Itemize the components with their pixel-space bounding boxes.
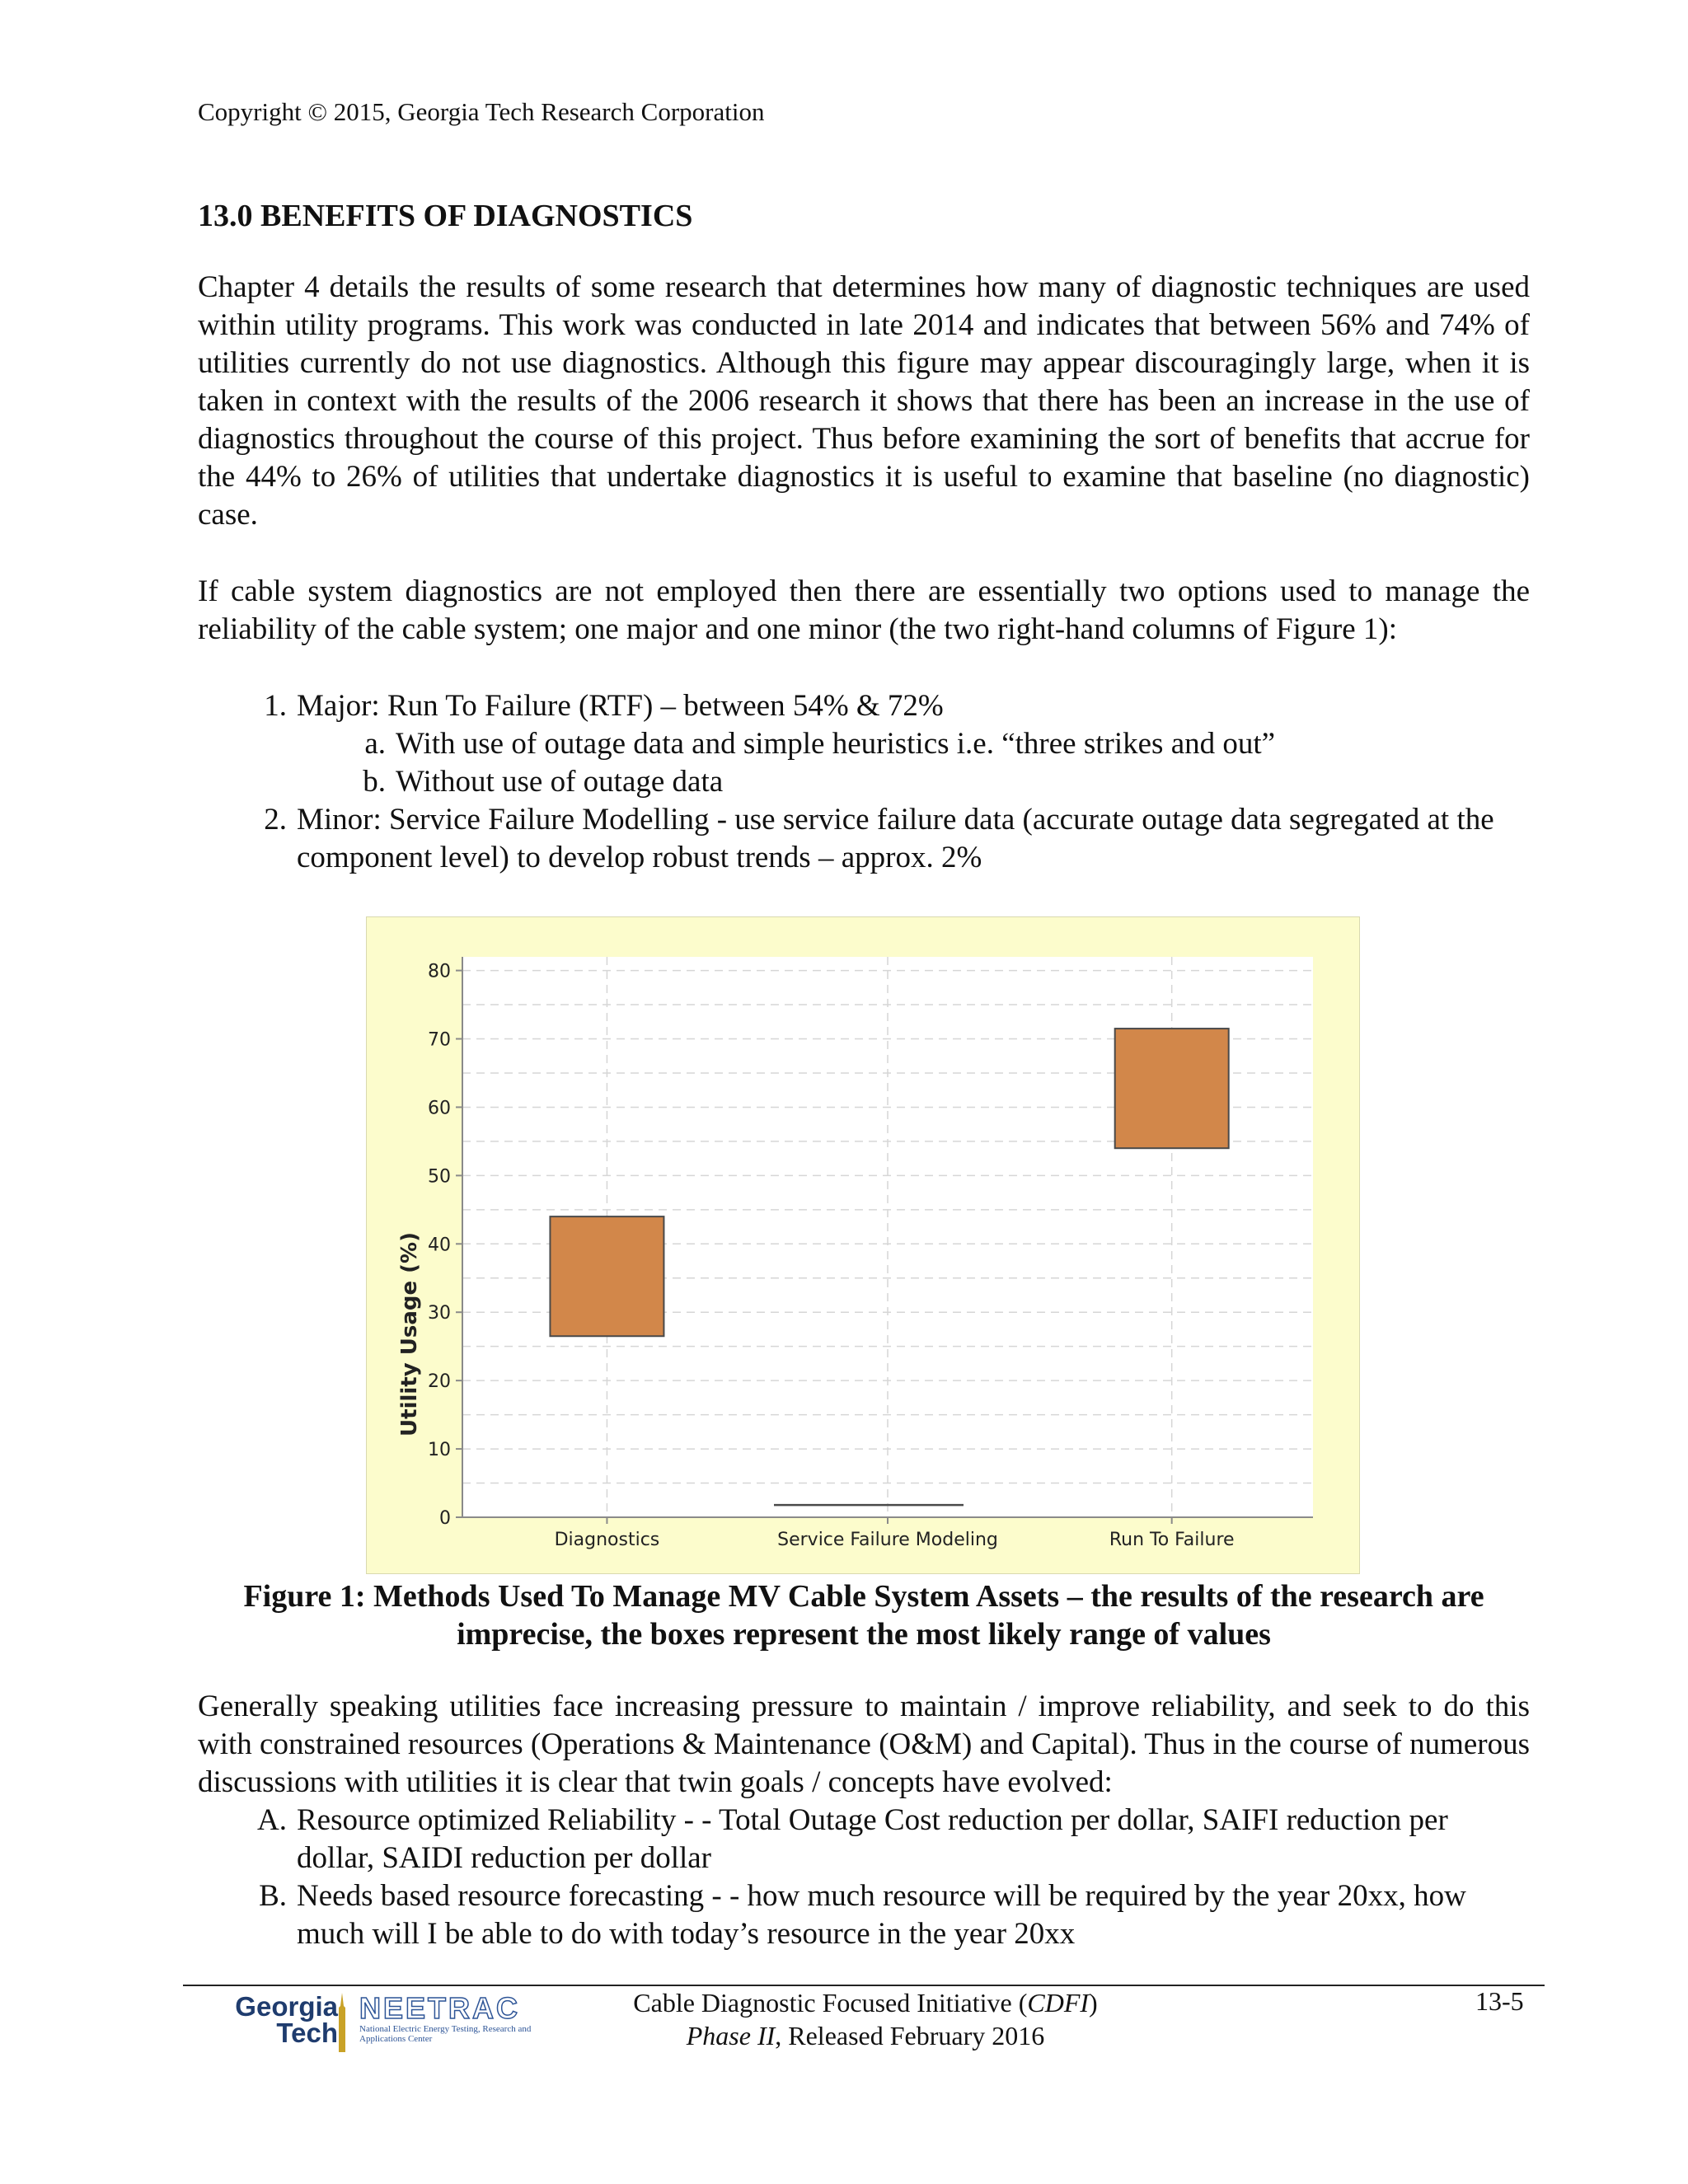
list-marker: b.: [363, 765, 386, 799]
range-chart: [367, 917, 1359, 1573]
rtf-sublist: [346, 725, 1530, 801]
list-item: [247, 1802, 1530, 1877]
list-item-text: Major: Run To Failure (RTF) – between 54% & 72%: [297, 689, 944, 723]
list-marker: a.: [364, 727, 386, 761]
list-item-text: Without use of outage data: [396, 765, 724, 799]
y-tick-label: 80: [428, 961, 451, 982]
tower-icon: [335, 1991, 349, 2054]
list-item: [247, 687, 1530, 725]
footer-line-1: Cable Diagnostic Focused Initiative (CDFI): [633, 1988, 1098, 2018]
list-item: [346, 763, 1530, 801]
neetrac-logo: [359, 1993, 549, 2059]
page-number: 13-5: [1475, 1986, 1524, 2016]
copyright-notice: Copyright © 2015, Georgia Tech Research Corporation: [198, 97, 765, 126]
neetrac-wordmark: NEETRAC: [359, 1991, 521, 2025]
y-tick-label: 60: [428, 1098, 451, 1119]
y-tick-label: 20: [428, 1371, 451, 1393]
list-item: [346, 725, 1530, 763]
georgia-tech-logo: [198, 1993, 338, 2050]
goals-list: [247, 1802, 1530, 1953]
paragraph-intro: Chapter 4 details the results of some research that determines how many of diagnostic techniques are used within utility programs. This work was conducted in late 2014 and indicates that between 56% and 74% of utilities currently do not use diagnostics. Although this figure may appear discouragingly large, when it is taken in context with the results of the 2006 research it shows that there has been an increase in the use of diagnostics throughout the course of this project. Thus before examining the sort of benefits that accrue for the 44% to 26% of utilities that undertake diagnostics it is useful to examine that baseline (no diagnostic) case.: [198, 270, 1530, 532]
list-item: [247, 1877, 1530, 1953]
x-tick-label: Run To Failure: [1109, 1530, 1235, 1550]
logo-word: Tech: [276, 2018, 338, 2048]
section-heading: 13.0 BENEFITS OF DIAGNOSTICS: [198, 199, 693, 233]
range-box: [1115, 1029, 1229, 1148]
neetrac-subtitle: National Electric Energy Testing, Research and Applications Center: [359, 2024, 532, 2044]
y-tick-label: 50: [428, 1166, 451, 1188]
range-box: [550, 1216, 663, 1336]
figure-caption: Figure 1: Methods Used To Manage MV Cable System Assets – the results of the research are imprecise, the boxes represent the most likely range of values: [243, 1579, 1484, 1652]
logo-word: Georgia: [235, 1991, 338, 2022]
y-axis-label: Utility Usage (%): [397, 1232, 422, 1436]
x-tick-label: Service Failure Modeling: [777, 1530, 998, 1550]
y-tick-label: 40: [428, 1235, 451, 1256]
x-tick-label: Diagnostics: [554, 1530, 660, 1550]
footer-publication: [626, 1986, 1104, 2052]
footer-line-2: Phase II, Released February 2016: [686, 2021, 1045, 2050]
list-marker: 2.: [264, 803, 287, 837]
paragraph-goals: Generally speaking utilities face increasing pressure to maintain / improve reliability, and seek to do this with constrained resources (Operations & Maintenance (O&M) and Capital). Thus in the course of numerous discussions with utilities it is clear that twin goals / concepts have evolved:: [198, 1690, 1530, 1799]
paragraph-options: If cable system diagnostics are not employed then there are essentially two options used to manage the reliability of the cable system; one major and one minor (the two right-hand columns of Figure 1):: [198, 574, 1530, 646]
list-item-text: Minor: Service Failure Modelling - use service failure data (accurate outage data segregated at the component level) to develop robust trends – approx. 2%: [297, 803, 1494, 874]
y-tick-label: 0: [439, 1508, 451, 1529]
y-tick-label: 10: [428, 1440, 451, 1461]
y-tick-label: 70: [428, 1029, 451, 1051]
list-item: [247, 801, 1530, 877]
figure-chart: [366, 916, 1360, 1574]
list-item-text: With use of outage data and simple heuristics i.e. “three strikes and out”: [396, 727, 1276, 761]
list-item-text: Resource optimized Reliability - - Total Outage Cost reduction per dollar, SAIFI reduction per dollar, SAIDI reduction per dollar: [297, 1803, 1448, 1875]
list-marker: B.: [259, 1879, 287, 1913]
list-marker: A.: [257, 1803, 287, 1837]
list-item-text: Needs based resource forecasting - - how much resource will be required by the year 20xx, how much will I be able to do with today’s resource in the year 20xx: [297, 1879, 1466, 1951]
list-marker: 1.: [264, 689, 287, 723]
y-tick-label: 30: [428, 1303, 451, 1324]
